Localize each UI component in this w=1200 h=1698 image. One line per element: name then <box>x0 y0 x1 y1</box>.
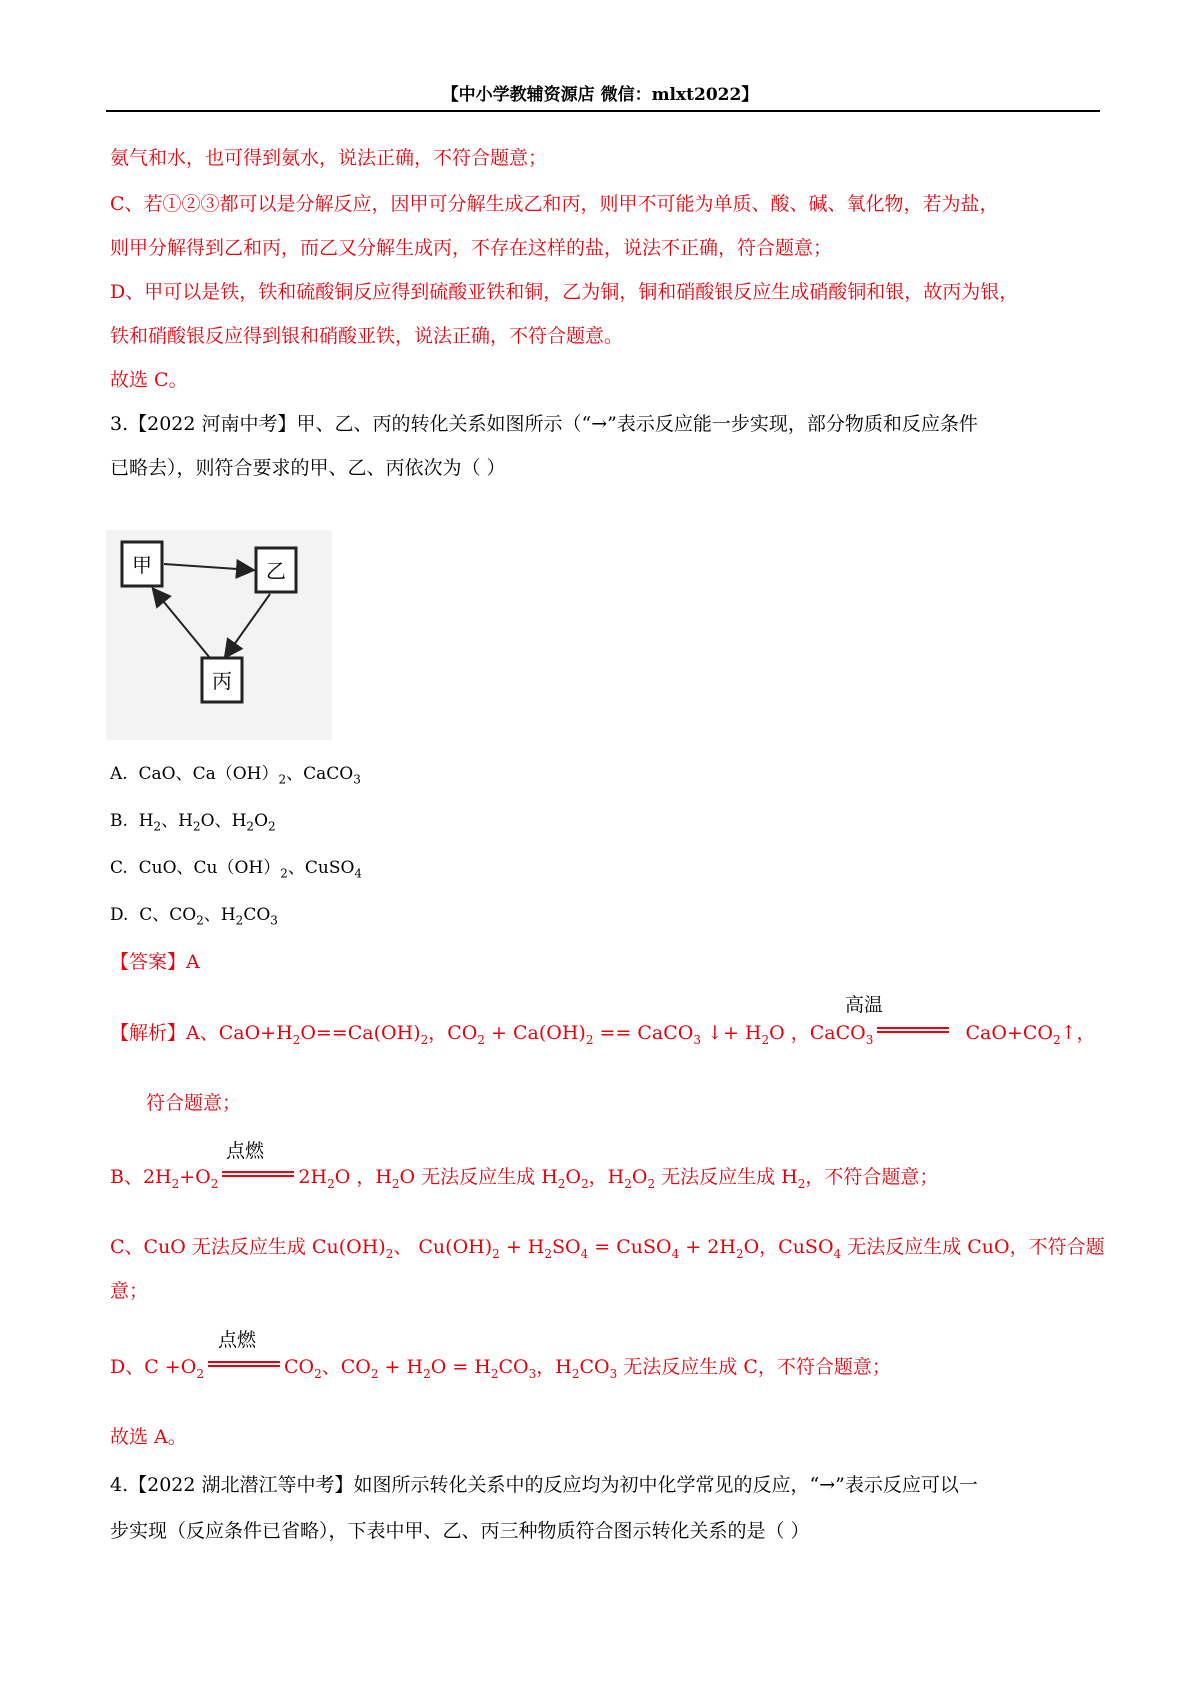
analysis-a-fit: 符合题意； <box>146 1092 242 1114</box>
arrow-c-to-a <box>154 590 210 658</box>
solution-line: D、甲可以是铁，铁和硫酸铜反应得到硫酸亚铁和铜，乙为铜，铜和硝酸银反应生成硝酸铜和银，故丙为银， <box>110 281 1019 303</box>
question-text: 步实现（反应条件已省略），下表中甲、乙、丙三种物质符合图示转化关系的是（ ） <box>110 1520 810 1542</box>
diagram-svg <box>106 530 332 740</box>
option-letter: A. <box>110 764 128 784</box>
analysis-label: 【解析】 <box>110 1022 187 1044</box>
node-label-c: 丙 <box>212 669 232 693</box>
node-label-a: 甲 <box>132 553 152 577</box>
node-label-b: 乙 <box>266 559 286 583</box>
option-b[interactable]: B. $H_2$、$H_2O$、$H_2O_2$ <box>110 811 276 834</box>
arrow-a-to-b <box>164 564 252 570</box>
option-letter: D. <box>110 905 129 925</box>
condition-ignite: 点燃 <box>226 1140 265 1162</box>
equation-bar <box>877 1027 949 1037</box>
solution-line: 铁和硝酸银反应得到银和硝酸亚铁，说法正确，不符合题意。 <box>110 325 624 347</box>
solution-line: 则甲分解得到乙和丙，而乙又分解生成丙，不存在这样的盐，说法不正确，符合题意； <box>110 237 833 259</box>
option-letter: B. <box>110 811 128 831</box>
analysis-c-cont: 意； <box>110 1280 149 1302</box>
solution-line: C、若①②③都可以是分解反应，因甲可分解生成乙和丙，则甲不可能为单质、酸、碱、氧化物，若为盐， <box>110 193 999 215</box>
analysis-a: 【解析】A、$CaO+H_2O==Ca(OH)_2$，$CO_2 + Ca(OH)_2$ == CaCO$_3$ ↓+ $H_2O$ ，CaCO$_3$ $CaO+CO_2↑$， <box>110 1022 1096 1047</box>
question-text: 4.【2022 湖北潜江等中考】如图所示转化关系中的反应均为初中化学常见的反应，“→”表示反应可以一 <box>110 1474 978 1496</box>
option-letter: C. <box>110 858 128 878</box>
arrow-b-to-c <box>226 594 270 656</box>
question-text: 已略去），则符合要求的甲、乙、丙依次为（ ） <box>110 457 506 479</box>
analysis-b: B、$2H_2+O_2$ $2H_2O$ ，$H_2O$ 无法反应生成 $H_2O_2$，$H_2O_2$ 无法反应生成 $H_2$，不符合题意； <box>110 1166 939 1191</box>
equation-bar <box>208 1361 280 1371</box>
solution-line: 氨气和水，也可得到氨水，说法正确，不符合题意； <box>110 147 548 169</box>
option-d[interactable]: D. C、$CO_2$、$H_2CO_3$ <box>110 905 278 928</box>
solution-choice: 故选 C。 <box>110 369 188 391</box>
condition-ignite: 点燃 <box>218 1329 257 1351</box>
condition-high-temp: 高温 <box>845 994 884 1016</box>
analysis-d: D、$C +O_2$ $CO_2$、$CO_2 + H_2O = H_2CO_3$，$H_2CO_3$ 无法反应生成 C，不符合题意； <box>110 1356 891 1381</box>
solution-choice: 故选 A。 <box>110 1426 187 1448</box>
conversion-diagram <box>106 530 332 740</box>
equation-bar <box>222 1171 294 1181</box>
page-header: 【中小学教辅资源店 微信：mlxt2022】 <box>441 85 759 105</box>
option-c[interactable]: C. CuO、$Cu(OH)_2$、CuSO$_4$ <box>110 858 363 881</box>
option-a[interactable]: A. CaO、$Ca(OH)_2$、CaCO$_3$ <box>110 764 361 787</box>
question-text: 3.【2022 河南中考】甲、乙、丙的转化关系如图所示（“→”表示反应能一步实现，部分物质和反应条件 <box>110 413 978 435</box>
header-divider <box>106 110 1100 112</box>
analysis-c: C、CuO 无法反应生成 $Cu(OH)_2$、 $Cu(OH)_2 + H_2SO_4$ = CuSO$_4$ + $2H_2O$，CuSO$_4$ 无法反应生成 CuO，不符合题 <box>110 1236 1105 1261</box>
answer-label: 【答案】A <box>110 951 200 973</box>
